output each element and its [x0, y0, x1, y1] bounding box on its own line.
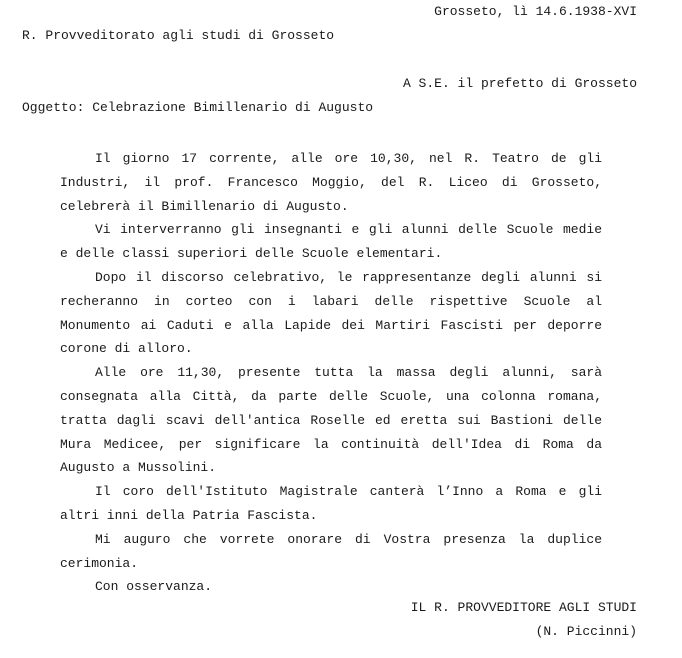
body-paragraph: Vi interverranno gli insegnanti e gli alunni delle Scuole medie e delle classi superiori delle Scuole elementari.	[60, 222, 602, 262]
body-paragraph: Mi auguro che vorrete onorare di Vostra presenza la duplice cerimonia.	[60, 531, 602, 571]
body-paragraph: Il giorno 17 corrente, alle ore 10,30, nel R. Teatro de gli Industri, il prof. Francesco Moggio, del R. Liceo di Grosseto, celebrerà il Bimillenario di Augusto.	[60, 151, 602, 214]
body-paragraph: Alle ore 11,30, presente tutta la massa degli alunni, sarà consegnata alla Città, da parte delle Scuole, una colonna romana, tratta dagli scavi dell'antica Roselle ed eretta sui Bastioni delle Mura Medicee, per significare la continuità dell'Idea di Roma da Augusto a Mussolini.	[60, 365, 602, 476]
body-paragraph: Dopo il discorso celebrativo, le rappresentanze degli alunni si recheranno in corteo con i labari delle rispettive Scuole al Monumento ai Caduti e alla Lapide dei Martiri Fascisti per deporre corone di alloro.	[60, 269, 602, 357]
letter-body	[60, 147, 602, 599]
closing-salutation: Con osservanza.	[95, 579, 213, 595]
place-date: Grosseto, lì 14.6.1938-XVI	[434, 4, 637, 19]
signatory-name: (N. Piccinni)	[535, 624, 637, 639]
signatory-title: IL R. PROVVEDITORE AGLI STUDI	[410, 600, 637, 615]
recipient: A S.E. il prefetto di Grosseto	[402, 76, 637, 91]
body-paragraph: Il coro dell'Istituto Magistrale canterà l’Inno a Roma e gli altri inni della Patria Fascista.	[60, 484, 602, 523]
sender-office: R. Provveditorato agli studi di Grosseto	[22, 28, 335, 43]
subject-line: Oggetto: Celebrazione Bimillenario di Augusto	[22, 100, 374, 115]
